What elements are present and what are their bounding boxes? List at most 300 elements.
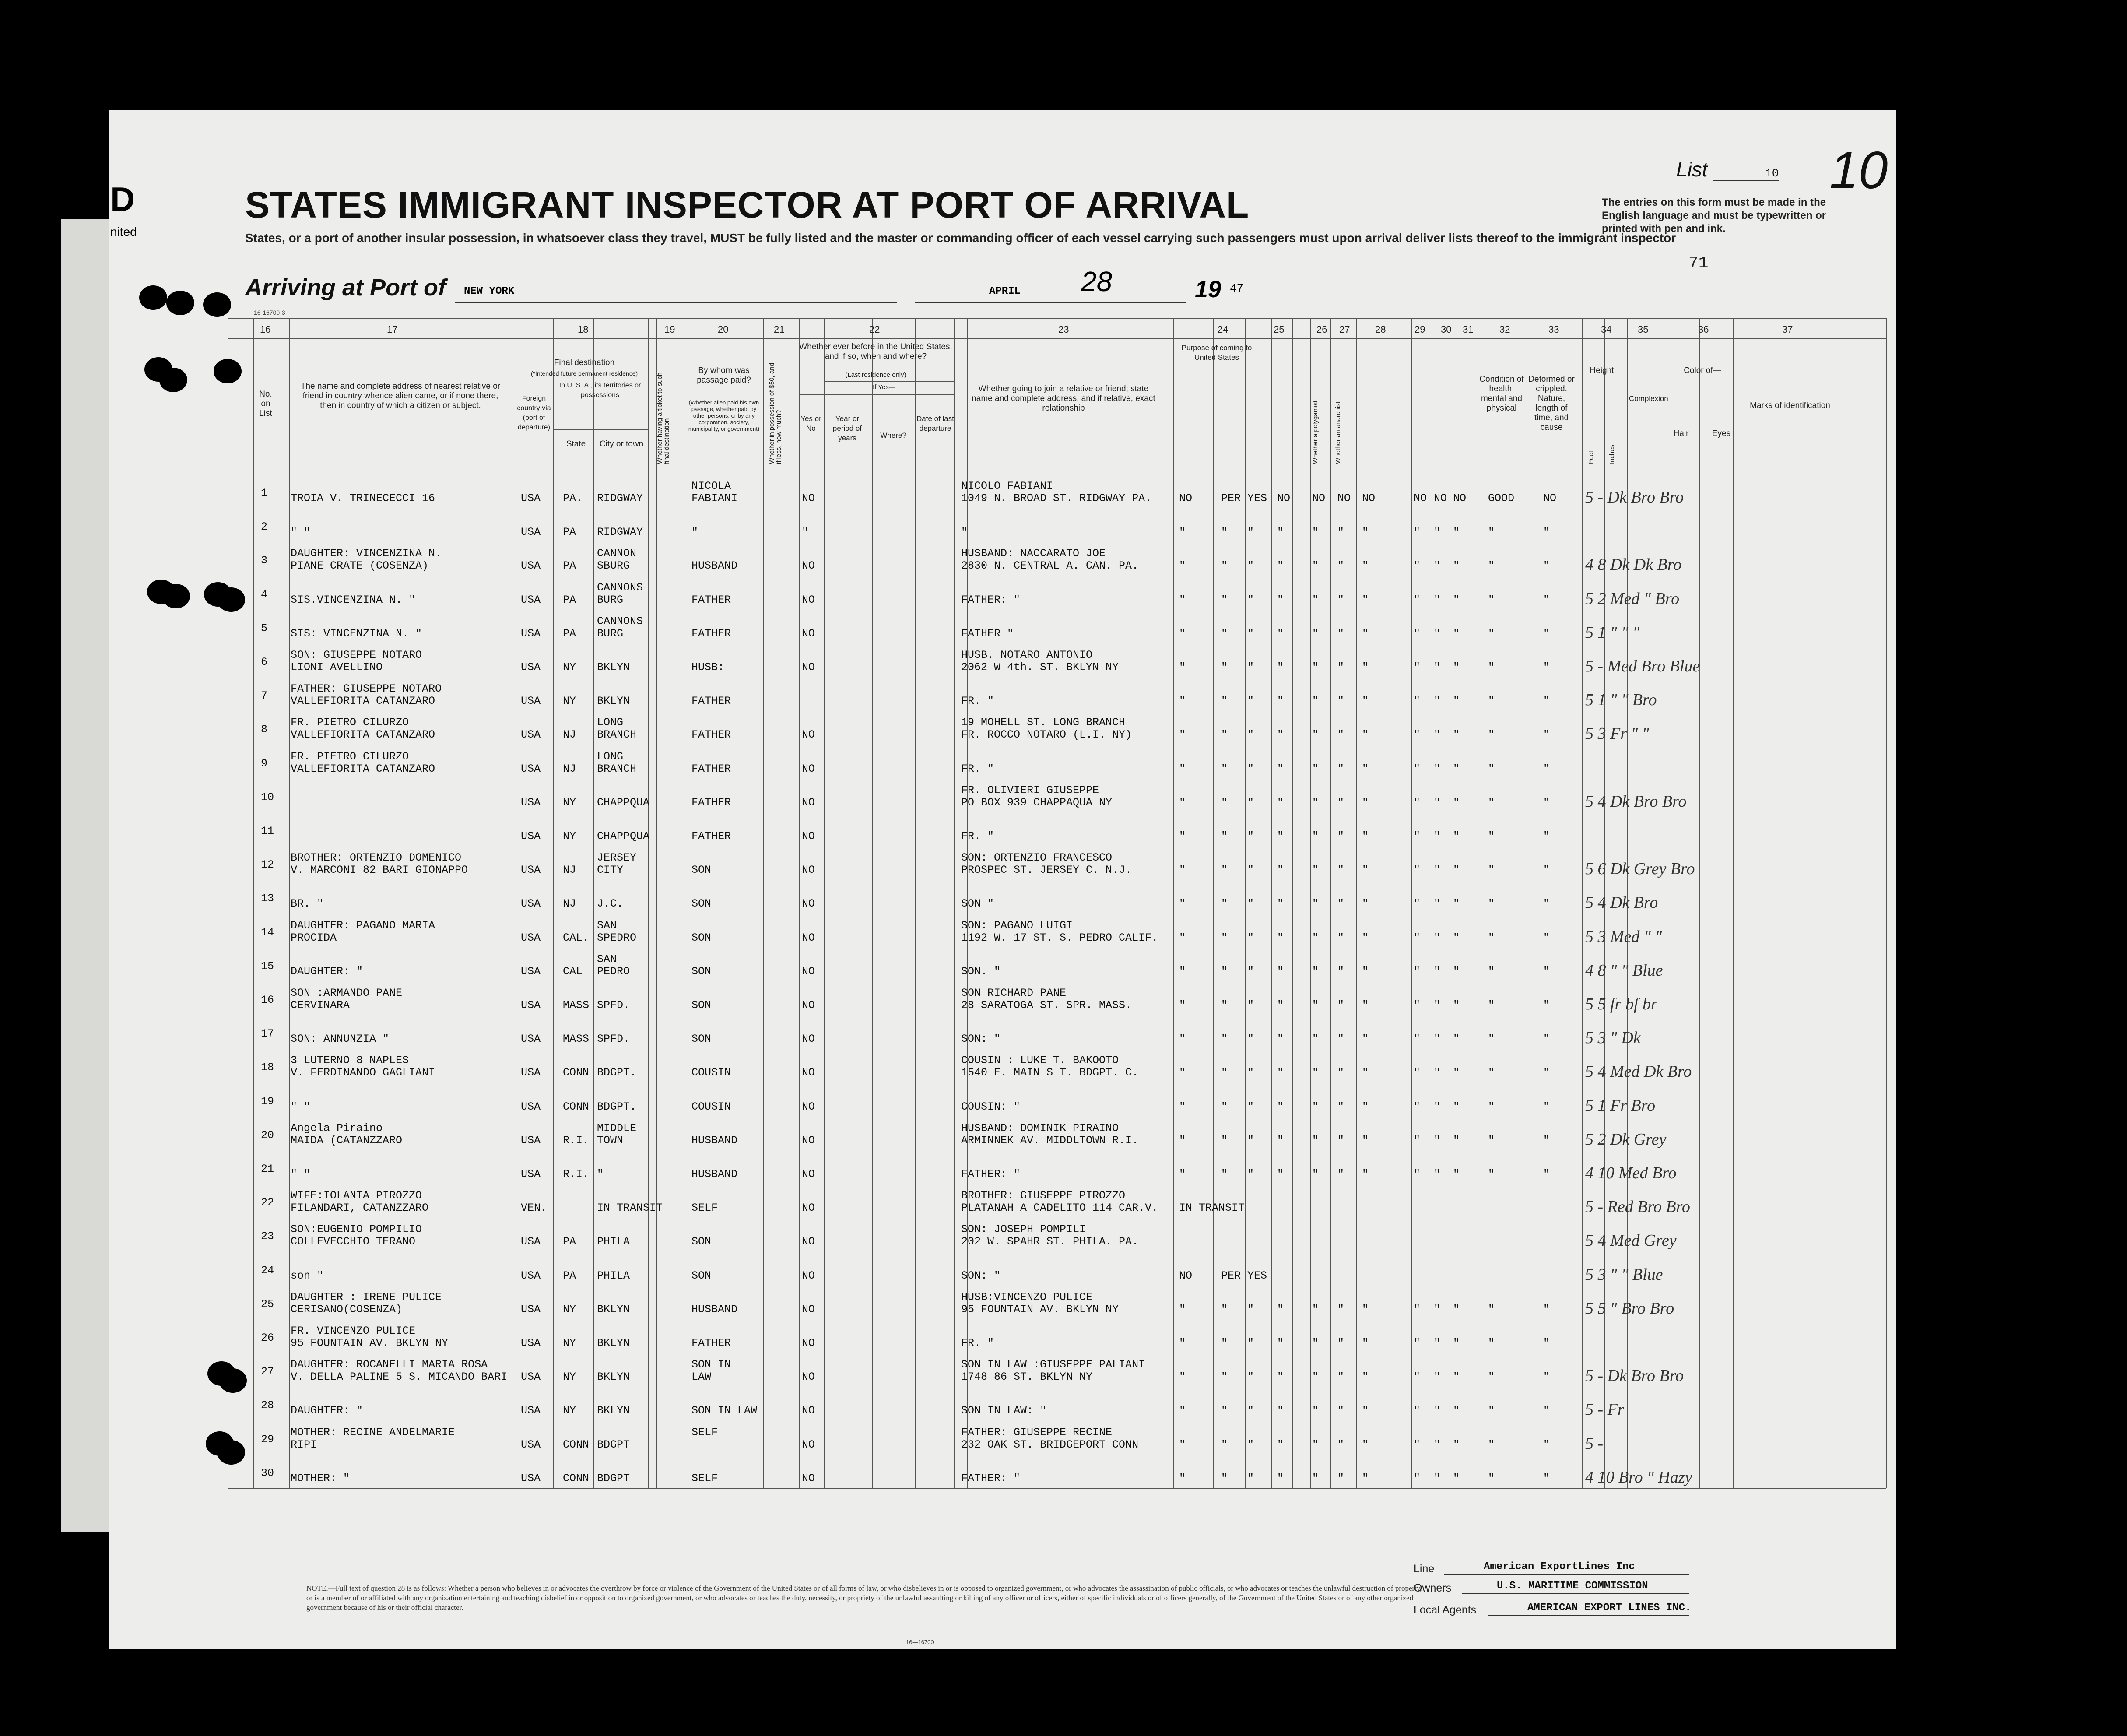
col-31: ": [1453, 897, 1460, 910]
purpose-col-b: ": [1221, 864, 1228, 877]
ever-before-in-us: NO: [802, 1404, 815, 1417]
port-value: NEW YORK: [464, 285, 515, 297]
col-29: ": [1414, 559, 1421, 573]
column-rule: [915, 318, 916, 1488]
passage-paid-line-2: SON: [691, 897, 712, 910]
row-number: 22: [261, 1196, 274, 1209]
col-30: ": [1434, 1404, 1441, 1417]
join-relative-line-1: FR. OLIVIERI GIUSEPPE: [961, 784, 1099, 797]
row-number: 4: [261, 588, 268, 601]
passage-paid-line-2: COUSIN: [691, 1066, 731, 1079]
height-complexion-color-handwritten: 5 2 Dk Grey: [1585, 1130, 1667, 1149]
col-27: ": [1337, 526, 1344, 539]
deformed: ": [1543, 965, 1550, 978]
punch-hole: [162, 584, 190, 608]
col-28: ": [1362, 526, 1369, 539]
destination-city-line-1: LONG: [597, 750, 624, 763]
left-fragment-text: nited: [110, 225, 137, 239]
passage-paid-line-2: FATHER: [691, 796, 731, 809]
destination-city-line-2: SBURG: [597, 559, 630, 573]
col-31: ": [1453, 1066, 1460, 1079]
punch-hole: [203, 292, 231, 317]
colnum: 18: [578, 324, 589, 335]
relative-line-1: DAUGHTER : IRENE PULICE: [291, 1290, 442, 1304]
destination-state: CAL: [563, 965, 583, 978]
column-rule: [593, 318, 594, 1488]
column-rule: [656, 318, 657, 1488]
col-27: ": [1337, 830, 1344, 843]
purpose-col-c: ": [1247, 965, 1254, 978]
col-26: ": [1312, 762, 1319, 775]
header-deformed: Deformed or crippled. Nature, length of time, and cause: [1528, 375, 1575, 432]
destination-city-line-2: BURG: [597, 593, 624, 606]
purpose-col-a: ": [1179, 1066, 1186, 1079]
purpose-col-c: ": [1247, 1303, 1254, 1316]
relative-line-1: SON: GIUSEPPE NOTARO: [291, 649, 422, 661]
join-relative-line-2: ARMINNEK AV. MIDDLTOWN R.I.: [961, 1134, 1139, 1147]
col-30: ": [1434, 1337, 1441, 1349]
col-29: ": [1414, 1438, 1421, 1451]
purpose-col-b: PER: [1221, 492, 1241, 505]
col-28: ": [1362, 559, 1369, 573]
purpose-col-c: ": [1247, 627, 1254, 640]
col-31: ": [1453, 796, 1460, 809]
row-number: 18: [261, 1061, 274, 1074]
purpose-col-b: ": [1221, 661, 1228, 674]
col-28: ": [1362, 1100, 1369, 1113]
health-condition: ": [1488, 1100, 1495, 1113]
ever-before-in-us: NO: [802, 661, 815, 674]
foreign-country: USA: [521, 627, 541, 640]
purpose-col-c: ": [1247, 796, 1254, 809]
join-relative-line-1: HUSBAND: NACCARATO JOE: [961, 547, 1106, 560]
purpose-col-c: ": [1247, 1100, 1254, 1113]
purpose-col-c: ": [1247, 897, 1254, 910]
join-relative-line-2: 1192 W. 17 ST. S. PEDRO CALIF.: [961, 931, 1158, 944]
destination-city-line-1: CANNONS: [597, 581, 643, 594]
header-subrule: [553, 429, 649, 430]
col-27: ": [1337, 593, 1344, 606]
health-condition: ": [1488, 1066, 1495, 1079]
row-number: 6: [261, 656, 268, 668]
destination-city-line-1: LONG: [597, 716, 624, 729]
foreign-country: USA: [521, 1337, 541, 1349]
header-color-of: Color of—: [1684, 366, 1721, 375]
relative-line-1: DAUGHTER: ROCANELLI MARIA ROSA: [291, 1358, 488, 1371]
height-complexion-color-handwritten: 5 - Red Bro Bro: [1585, 1198, 1690, 1216]
destination-city-line-1: CANNONS: [597, 615, 643, 628]
relative-line-2: VALLEFIORITA CATANZARO: [291, 728, 435, 741]
destination-state: NJ: [563, 864, 576, 877]
col-25: ": [1277, 762, 1284, 775]
col-28: ": [1362, 965, 1369, 978]
passage-paid-line-2: HUSBAND: [691, 559, 738, 573]
ever-before-in-us: NO: [802, 559, 815, 573]
purpose-col-c: ": [1247, 999, 1254, 1012]
height-complexion-color-handwritten: 4 8 " " Blue: [1585, 961, 1663, 980]
col-28: ": [1362, 728, 1369, 741]
col-25: ": [1277, 1438, 1284, 1451]
col-29: ": [1414, 1404, 1421, 1417]
relative-line-2: V. FERDINANDO GAGLIANI: [291, 1066, 435, 1079]
colnum-border: [228, 338, 1886, 339]
ever-before-in-us: NO: [802, 796, 815, 809]
deformed: ": [1543, 1337, 1550, 1349]
health-condition: ": [1488, 728, 1495, 741]
col-31: ": [1453, 762, 1460, 775]
height-complexion-color-handwritten: 5 3 Fr " ": [1585, 724, 1649, 743]
relative-line-1: FATHER: GIUSEPPE NOTARO: [291, 682, 442, 696]
row-number: 5: [261, 622, 268, 635]
deformed: ": [1543, 627, 1550, 640]
relative-line-2: SIS: VINCENZINA N. ": [291, 627, 422, 640]
destination-city-line-2: BKLYN: [597, 661, 630, 674]
ever-before-in-us: NO: [802, 728, 815, 741]
colnum: 31: [1463, 324, 1474, 335]
col-30: ": [1434, 627, 1441, 640]
col-31: ": [1453, 931, 1460, 944]
health-condition: ": [1488, 1134, 1495, 1147]
foreign-country: USA: [521, 728, 541, 741]
column-rule: [872, 318, 873, 1488]
destination-state: NJ: [563, 728, 576, 741]
colnum: 32: [1499, 324, 1510, 335]
ever-before-in-us: NO: [802, 830, 815, 843]
passage-paid-line-2: FATHER: [691, 1337, 731, 1349]
destination-city-line-1: CANNON: [597, 547, 637, 560]
colnum: 27: [1339, 324, 1350, 335]
purpose-col-b: ": [1221, 965, 1228, 978]
row-number: 16: [261, 994, 274, 1006]
join-relative-line-2: 1049 N. BROAD ST. RIDGWAY PA.: [961, 492, 1152, 505]
destination-state: NY: [563, 695, 576, 708]
health-condition: ": [1488, 931, 1495, 944]
relative-line-2: son ": [291, 1269, 324, 1282]
join-relative-line-2: FATHER: ": [961, 593, 1021, 606]
ever-before-in-us: NO: [802, 762, 815, 775]
column-rule: [1310, 318, 1311, 1488]
col-29: ": [1414, 1033, 1421, 1046]
destination-city-line-2: SPFD.: [597, 1033, 630, 1046]
colnum: 30: [1441, 324, 1452, 335]
col-28: ": [1362, 999, 1369, 1012]
relative-line-2: CERVINARA: [291, 999, 350, 1012]
owners-label: Owners: [1414, 1582, 1452, 1594]
colnum: 22: [869, 324, 880, 335]
col-25: ": [1277, 1303, 1284, 1316]
col-31: ": [1453, 1404, 1460, 1417]
col-31: ": [1453, 864, 1460, 877]
col-28: ": [1362, 1472, 1369, 1485]
relative-line-1: BROTHER: ORTENZIO DOMENICO: [291, 851, 462, 864]
column-rule: [648, 318, 649, 1488]
height-complexion-color-handwritten: 4 8 Dk Dk Bro: [1585, 555, 1682, 574]
column-rule: [1886, 318, 1887, 1488]
column-rule: [1213, 318, 1214, 1488]
ever-before-in-us: NO: [802, 1134, 815, 1147]
purpose-col-c: ": [1247, 695, 1254, 708]
ever-before-in-us: NO: [802, 492, 815, 505]
passage-paid-line-2: HUSBAND: [691, 1303, 738, 1316]
col-29: ": [1414, 1472, 1421, 1485]
col-31: ": [1453, 965, 1460, 978]
col-27: ": [1337, 627, 1344, 640]
col-29: ": [1414, 627, 1421, 640]
col-26: ": [1312, 965, 1319, 978]
col-28: ": [1362, 1168, 1369, 1181]
deformed: ": [1543, 830, 1550, 843]
header-yes-no: Yes or No: [800, 415, 821, 432]
col-28: ": [1362, 1404, 1369, 1417]
col-26: ": [1312, 627, 1319, 640]
col-29: ": [1414, 762, 1421, 775]
foreign-country: USA: [521, 661, 541, 674]
header-height: Height: [1590, 366, 1614, 375]
deformed: ": [1543, 1371, 1550, 1384]
height-complexion-color-handwritten: 5 - Fr: [1585, 1400, 1624, 1419]
foreign-country: VEN.: [521, 1202, 548, 1215]
col-25: ": [1277, 796, 1284, 809]
col-25: ": [1277, 1168, 1284, 1181]
row-number: 21: [261, 1163, 274, 1175]
col-25: ": [1277, 1404, 1284, 1417]
col-28: NO: [1362, 492, 1376, 505]
deformed: ": [1543, 999, 1550, 1012]
col-26: ": [1312, 593, 1319, 606]
join-relative-line-1: 19 MOHELL ST. LONG BRANCH: [961, 716, 1126, 729]
row-number: 19: [261, 1095, 274, 1108]
col-26: ": [1312, 728, 1319, 741]
header-final-destination-note: (*Intended future permanent residence): [530, 370, 638, 377]
col-25: ": [1277, 1472, 1284, 1485]
col-26: ": [1312, 1033, 1319, 1046]
col-30: ": [1434, 1303, 1441, 1316]
col-29: ": [1414, 1168, 1421, 1181]
col-25: ": [1277, 593, 1284, 606]
relative-line-2: MOTHER: ": [291, 1472, 350, 1485]
join-relative-line-2: 2830 N. CENTRAL A. CAN. PA.: [961, 559, 1139, 573]
col-26: ": [1312, 695, 1319, 708]
passage-paid-line-1: NICOLA: [691, 480, 731, 492]
header-subrule: [799, 394, 954, 395]
relative-line-2: V. DELLA PALINE 5 S. MICANDO BARI: [291, 1371, 508, 1384]
destination-city-line-1: JERSEY: [597, 851, 637, 864]
row-number: 1: [261, 487, 268, 499]
purpose-col-a: NO: [1179, 492, 1193, 505]
relative-line-1: DAUGHTER: PAGANO MARIA: [291, 919, 435, 932]
punch-hole: [217, 1440, 245, 1465]
col-27: ": [1337, 661, 1344, 674]
join-relative-line-2: ": [961, 526, 968, 539]
col-26: ": [1312, 1404, 1319, 1417]
destination-state: MASS: [563, 1033, 590, 1046]
row-number: 10: [261, 791, 274, 804]
destination-state: PA: [563, 627, 576, 640]
foreign-country: USA: [521, 1134, 541, 1147]
col-27: ": [1337, 1438, 1344, 1451]
col-25: ": [1277, 1337, 1284, 1349]
column-rule: [253, 318, 254, 1488]
col-30: ": [1434, 695, 1441, 708]
col-31: ": [1453, 526, 1460, 539]
passage-paid-line-2: SON: [691, 1033, 712, 1046]
purpose-col-a: ": [1179, 796, 1186, 809]
purpose-col-c: ": [1247, 1168, 1254, 1181]
col-29: ": [1414, 1100, 1421, 1113]
destination-city-line-2: CITY: [597, 864, 624, 877]
foreign-country: USA: [521, 1303, 541, 1316]
purpose-col-a: ": [1179, 1100, 1186, 1113]
header-date-last-departure: Date of last departure: [916, 415, 954, 432]
join-relative-line-2: 95 FOUNTAIN AV. BKLYN NY: [961, 1303, 1119, 1316]
col-25: ": [1277, 661, 1284, 674]
col-27: ": [1337, 796, 1344, 809]
purpose-col-b: ": [1221, 1033, 1228, 1046]
passage-paid-line-2: LAW: [691, 1371, 712, 1384]
purpose-col-b: ": [1221, 1168, 1228, 1181]
col-30: ": [1434, 864, 1441, 877]
destination-state: MASS: [563, 999, 590, 1012]
colnum: 26: [1316, 324, 1327, 335]
deformed: ": [1543, 864, 1550, 877]
ever-before-in-us: NO: [802, 1371, 815, 1384]
list-label-text: List: [1676, 158, 1708, 181]
row-number: 13: [261, 892, 274, 905]
colnum: 23: [1058, 324, 1069, 335]
ever-before-in-us: NO: [802, 1202, 815, 1215]
col-31: ": [1453, 593, 1460, 606]
destination-state: NY: [563, 661, 576, 674]
relative-line-2: FILANDARI, CATANZZARO: [291, 1202, 429, 1215]
join-relative-line-2: SON. ": [961, 965, 1001, 978]
join-relative-line-2: FATHER: ": [961, 1168, 1021, 1181]
foreign-country: USA: [521, 1404, 541, 1417]
purpose-col-a: ": [1179, 661, 1186, 674]
col-26: ": [1312, 796, 1319, 809]
destination-city-line-2: BDGPT.: [597, 1066, 637, 1079]
destination-city-line-2: BDGPT: [597, 1472, 630, 1485]
left-fragment-letter: D: [110, 180, 135, 218]
column-rule: [954, 318, 955, 1488]
punch-hole: [166, 291, 194, 315]
col-31: ": [1453, 1100, 1460, 1113]
col-30: ": [1434, 728, 1441, 741]
purpose-col-a: ": [1179, 559, 1186, 573]
relative-line-1: SON :ARMANDO PANE: [291, 987, 403, 999]
ever-before-in-us: NO: [802, 897, 815, 910]
header-state: State: [566, 439, 586, 449]
foreign-country: USA: [521, 695, 541, 708]
col-27: ": [1337, 864, 1344, 877]
header-inches: Inches: [1608, 444, 1616, 464]
foreign-country: USA: [521, 999, 541, 1012]
health-condition: ": [1488, 1472, 1495, 1485]
join-relative-line-2: FATHER ": [961, 627, 1014, 640]
col-28: ": [1362, 695, 1369, 708]
purpose-col-c: ": [1247, 1066, 1254, 1079]
destination-state: NY: [563, 1404, 576, 1417]
col-25: ": [1277, 931, 1284, 944]
height-complexion-color-handwritten: 5 2 Med " Bro: [1585, 589, 1680, 608]
col-27: ": [1337, 1066, 1344, 1079]
col-29: ": [1414, 1371, 1421, 1384]
col-31: NO: [1453, 492, 1467, 505]
health-condition: ": [1488, 1337, 1495, 1349]
column-rule: [1411, 318, 1412, 1488]
destination-city-line-1: MIDDLE: [597, 1121, 637, 1135]
col-26: ": [1312, 661, 1319, 674]
destination-city-line-2: IN TRANSIT: [597, 1202, 663, 1215]
destination-city-line-2: BDGPT.: [597, 1100, 637, 1113]
ever-before-in-us: NO: [802, 1269, 815, 1282]
purpose-col-b: ": [1221, 931, 1228, 944]
purpose-col-a: ": [1179, 1303, 1186, 1316]
arriving-label: Arriving at Port of: [245, 274, 446, 301]
colnum: 35: [1638, 324, 1649, 335]
header-if-yes: If Yes—: [873, 383, 895, 391]
relative-line-2: " ": [291, 1168, 311, 1181]
col-29: ": [1414, 931, 1421, 944]
passage-paid-line-2: SON: [691, 1269, 712, 1282]
foreign-country: USA: [521, 796, 541, 809]
height-complexion-color-handwritten: 5 4 Dk Bro Bro: [1585, 792, 1687, 811]
purpose-col-c: ": [1247, 559, 1254, 573]
relative-line-1: FR. PIETRO CILURZO: [291, 750, 409, 763]
destination-city-line-2: SPFD.: [597, 999, 630, 1012]
purpose-col-b: ": [1221, 897, 1228, 910]
col-27: ": [1337, 1168, 1344, 1181]
row-number: 2: [261, 520, 268, 534]
column-rule: [1271, 318, 1272, 1488]
col-26: ": [1312, 559, 1319, 573]
purpose-col-b: ": [1221, 1371, 1228, 1384]
col-25: ": [1277, 1371, 1284, 1384]
col-25: ": [1277, 1100, 1284, 1113]
foreign-country: USA: [521, 830, 541, 843]
passage-paid-line-2: FATHER: [691, 762, 731, 775]
purpose-col-c: ": [1247, 1033, 1254, 1046]
destination-city-line-2: BDGPT: [597, 1438, 630, 1451]
colnum: 19: [664, 324, 675, 335]
relative-line-2: DAUGHTER: ": [291, 965, 363, 978]
health-condition: ": [1488, 526, 1495, 539]
purpose-col-a: ": [1179, 931, 1186, 944]
join-relative-line-1: SON: ORTENZIO FRANCESCO: [961, 851, 1113, 864]
column-rule: [1330, 318, 1331, 1488]
health-condition: ": [1488, 1303, 1495, 1316]
ever-before-in-us: NO: [802, 1303, 815, 1316]
health-condition: ": [1488, 999, 1495, 1012]
purpose-col-a: ": [1179, 965, 1186, 978]
column-rule: [1356, 318, 1357, 1488]
purpose-col-a: ": [1179, 627, 1186, 640]
col-29: ": [1414, 593, 1421, 606]
agents-value: AMERICAN EXPORT LINES INC.: [1527, 1602, 1692, 1614]
header-subrule: [824, 381, 954, 382]
colnum: 16: [260, 324, 271, 335]
destination-city-line-2: ": [597, 1168, 604, 1181]
col-31: ": [1453, 1371, 1460, 1384]
agents-underline: [1488, 1615, 1689, 1616]
col-31: ": [1453, 999, 1460, 1012]
height-complexion-color-handwritten: 5 3 Med " ": [1585, 927, 1662, 946]
header-last-residence: (Last residence only): [845, 371, 906, 379]
ever-before-in-us: NO: [802, 864, 815, 877]
foreign-country: USA: [521, 1066, 541, 1079]
col-25: ": [1277, 627, 1284, 640]
destination-state: NJ: [563, 762, 576, 775]
relative-line-1: DAUGHTER: VINCENZINA N.: [291, 547, 442, 560]
